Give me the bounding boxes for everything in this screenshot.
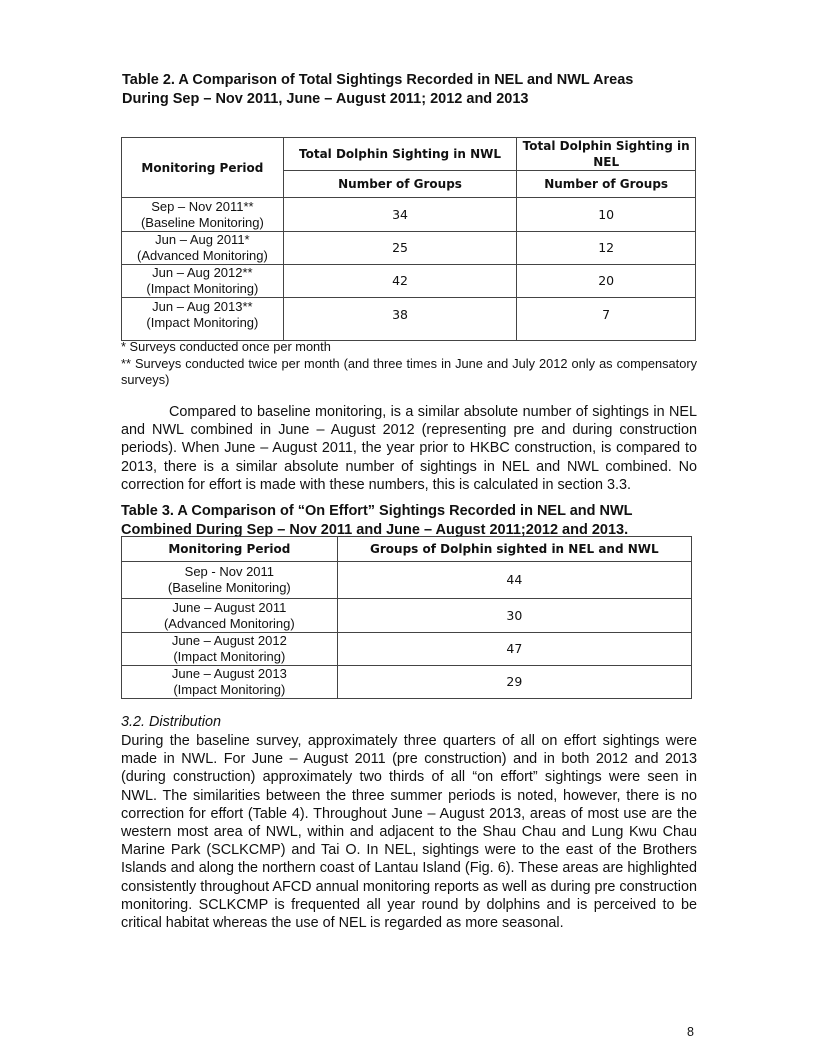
table3-caption-line2: Combined During Sep – Nov 2011 and June – August 2011;2012 and 2013. (121, 522, 629, 538)
table3 (121, 536, 692, 699)
nwl-cell: 38 (283, 298, 517, 341)
groups-cell: 29 (337, 666, 691, 699)
table3-caption-line1: Table 3. A Comparison of “On Effort” Sightings Recorded in NEL and NWL (121, 503, 633, 519)
nel-cell: 20 (517, 265, 696, 298)
table3-header-period: Monitoring Period (122, 537, 338, 562)
paragraph-1: Compared to baseline monitoring, is a similar absolute number of sightings in NEL and NWL combined in June – August 2012 (representing pre and during construction periods). When June – August 2011, the year prior to HKBC construction, is compared to 2013, there is a similar absolute number of sightings in NEL and NWL combined. No correction for effort is made with these numbers, this is calculated in section 3.3. (121, 404, 697, 493)
table-row (122, 666, 692, 699)
section-body: During the baseline survey, approximately three quarters of all on effort sightings were made in NWL. For June – August 2011 (pre construction) and in both 2012 and 2013 (during construction) approximately two thirds of all “on effort” sightings were seen in NWL. The similarities between the three summer periods is noted, however, there is no correction for effort (Table 4). Throughout June – August 2013, areas of most use are the western most area of NWL, within and adjacent to the Shau Chau and Lung Kwu Chau Marine Park (SCLKCMP) and Tai O. In NEL, sightings were to the east of the Brothers Islands and along the northern coast of Lantau Island (Fig. 6). These areas are highlighted consistently throughout AFCD annual monitoring reports as well as during pre construction monitoring. SCLKCMP is frequented all year round by dolphins and is perceived to be critical habitat whereas the use of NEL is regarded as more seasonal. (121, 733, 697, 932)
table2-note-1: * Surveys conducted once per month (121, 339, 331, 354)
table-row (122, 265, 696, 298)
period-cell: Jun – Aug 2013** (Impact Monitoring) (122, 298, 284, 341)
page-number: 8 (687, 1025, 694, 1039)
groups-cell: 30 (337, 599, 691, 633)
table-row (122, 298, 696, 341)
nel-cell: 10 (517, 198, 696, 232)
table2 (121, 137, 696, 341)
table2-note-2: ** Surveys conducted twice per month (and three times in June and July 2012 only as compensatory surveys) (121, 356, 697, 387)
table2-caption (122, 71, 702, 109)
table2-header-nel: Total Dolphin Sighting in NEL (517, 138, 696, 171)
period-cell: Sep – Nov 2011** (Baseline Monitoring) (122, 198, 284, 232)
table-row (122, 633, 692, 666)
table-row (122, 232, 696, 265)
period-cell: June – August 2011 (Advanced Monitoring) (122, 599, 338, 633)
nwl-cell: 34 (283, 198, 517, 232)
table-row (122, 599, 692, 633)
period-cell: Jun – Aug 2011* (Advanced Monitoring) (122, 232, 284, 265)
table2-caption-line2: During Sep – Nov 2011, June – August 2011; 2012 and 2013 (122, 91, 529, 107)
section-heading: 3.2. Distribution (121, 714, 221, 730)
period-cell: June – August 2013 (Impact Monitoring) (122, 666, 338, 699)
table-row (122, 562, 692, 599)
period-cell: June – August 2012 (Impact Monitoring) (122, 633, 338, 666)
groups-cell: 44 (337, 562, 691, 599)
table2-subheader-nel: Number of Groups (517, 171, 696, 198)
nwl-cell: 25 (283, 232, 517, 265)
period-cell: Sep - Nov 2011 (Baseline Monitoring) (122, 562, 338, 599)
table2-subheader-nwl: Number of Groups (283, 171, 517, 198)
nwl-cell: 42 (283, 265, 517, 298)
table-row (122, 198, 696, 232)
nel-cell: 7 (517, 298, 696, 341)
table3-header-groups: Groups of Dolphin sighted in NEL and NWL (337, 537, 691, 562)
period-cell: Jun – Aug 2012** (Impact Monitoring) (122, 265, 284, 298)
groups-cell: 47 (337, 633, 691, 666)
table2-header-period: Monitoring Period (122, 138, 284, 198)
table2-caption-line1: Table 2. A Comparison of Total Sightings Recorded in NEL and NWL Areas (122, 72, 634, 88)
table2-header-nwl: Total Dolphin Sighting in NWL (283, 138, 517, 171)
nel-cell: 12 (517, 232, 696, 265)
table3-caption (121, 502, 699, 540)
